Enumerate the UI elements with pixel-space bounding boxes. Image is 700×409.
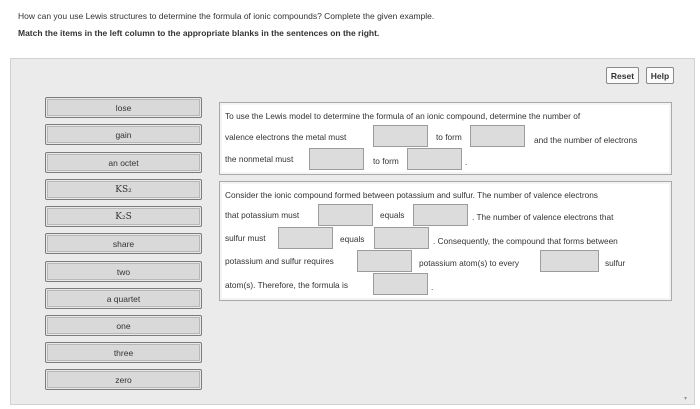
sentence2-line3-a: sulfur must xyxy=(225,233,266,243)
reset-button[interactable]: Reset xyxy=(606,67,639,84)
drag-item-label: share xyxy=(47,235,200,252)
drag-item-label: zero xyxy=(47,371,200,388)
sentence2-line4-a: potassium and sulfur requires xyxy=(225,256,334,266)
drag-item-lose[interactable] xyxy=(45,97,202,118)
drag-item-share[interactable] xyxy=(45,233,202,254)
question-instruction: Match the items in the left column to the appropriate blanks in the sentences on the right. xyxy=(18,28,380,38)
sentence2-line2-b: equals xyxy=(380,210,405,220)
blank-5[interactable] xyxy=(318,204,373,226)
sentence1-line1: To use the Lewis model to determine the formula of an ionic compound, determine the number of xyxy=(225,111,581,121)
sentence1-line2-a: valence electrons the metal must xyxy=(225,132,347,142)
blank-11[interactable] xyxy=(373,273,428,295)
drag-item-label: an octet xyxy=(47,154,200,171)
blank-6[interactable] xyxy=(413,204,468,226)
drag-item-label: gain xyxy=(47,126,200,143)
blank-8[interactable] xyxy=(374,227,429,249)
blank-7[interactable] xyxy=(278,227,333,249)
sentence1-line2-c: and the number of electrons xyxy=(534,135,638,145)
blank-4[interactable] xyxy=(407,148,462,170)
sentence2-line1: Consider the ionic compound formed between potassium and sulfur. The number of valence electrons xyxy=(225,190,598,200)
blank-9[interactable] xyxy=(357,250,412,272)
drag-item-label: lose xyxy=(47,99,200,116)
sentence2-line4-c: sulfur xyxy=(605,258,626,268)
sentence2-line3-c: . Consequently, the compound that forms between xyxy=(433,236,618,246)
drag-item-ks2[interactable] xyxy=(45,179,202,200)
drag-item-label: KS₂ xyxy=(47,181,200,198)
drag-item-an-octet[interactable] xyxy=(45,152,202,173)
sentence1-line3-a: the nonmetal must xyxy=(225,154,294,164)
help-button[interactable]: Help xyxy=(646,67,674,84)
sentence2-line5-a: atom(s). Therefore, the formula is xyxy=(225,280,348,290)
drag-item-label: three xyxy=(47,344,200,361)
drag-item-gain[interactable] xyxy=(45,124,202,145)
drag-item-label: two xyxy=(47,263,200,280)
sentence2-line2-c: . The number of valence electrons that xyxy=(472,212,614,222)
drag-item-zero[interactable] xyxy=(45,369,202,390)
sentence1-line3-c: . xyxy=(465,157,468,167)
sentence1-line2-b: to form xyxy=(436,132,462,142)
drag-item-two[interactable] xyxy=(45,261,202,282)
blank-3[interactable] xyxy=(309,148,364,170)
sentence2-line3-b: equals xyxy=(340,234,365,244)
sentence2-line5-b: . xyxy=(431,282,434,292)
drag-item-label: one xyxy=(47,317,200,334)
drag-item-k2s[interactable] xyxy=(45,206,202,227)
blank-1[interactable] xyxy=(373,125,428,147)
drag-item-label: a quartet xyxy=(47,290,200,307)
sentence2-line2-a: that potassium must xyxy=(225,210,300,220)
blank-2[interactable] xyxy=(470,125,525,147)
drag-item-label: K₂S xyxy=(47,208,200,225)
sentence1-line3-b: to form xyxy=(373,156,399,166)
drag-item-one[interactable] xyxy=(45,315,202,336)
drag-item-a-quartet[interactable] xyxy=(45,288,202,309)
blank-10[interactable] xyxy=(540,250,599,272)
drag-item-three[interactable] xyxy=(45,342,202,363)
sentence2-line4-b: potassium atom(s) to every xyxy=(419,258,520,268)
question-prompt: How can you use Lewis structures to determine the formula of ionic compounds? Complete the given example. xyxy=(18,11,435,21)
resize-corner-icon: ▾ xyxy=(684,396,688,402)
